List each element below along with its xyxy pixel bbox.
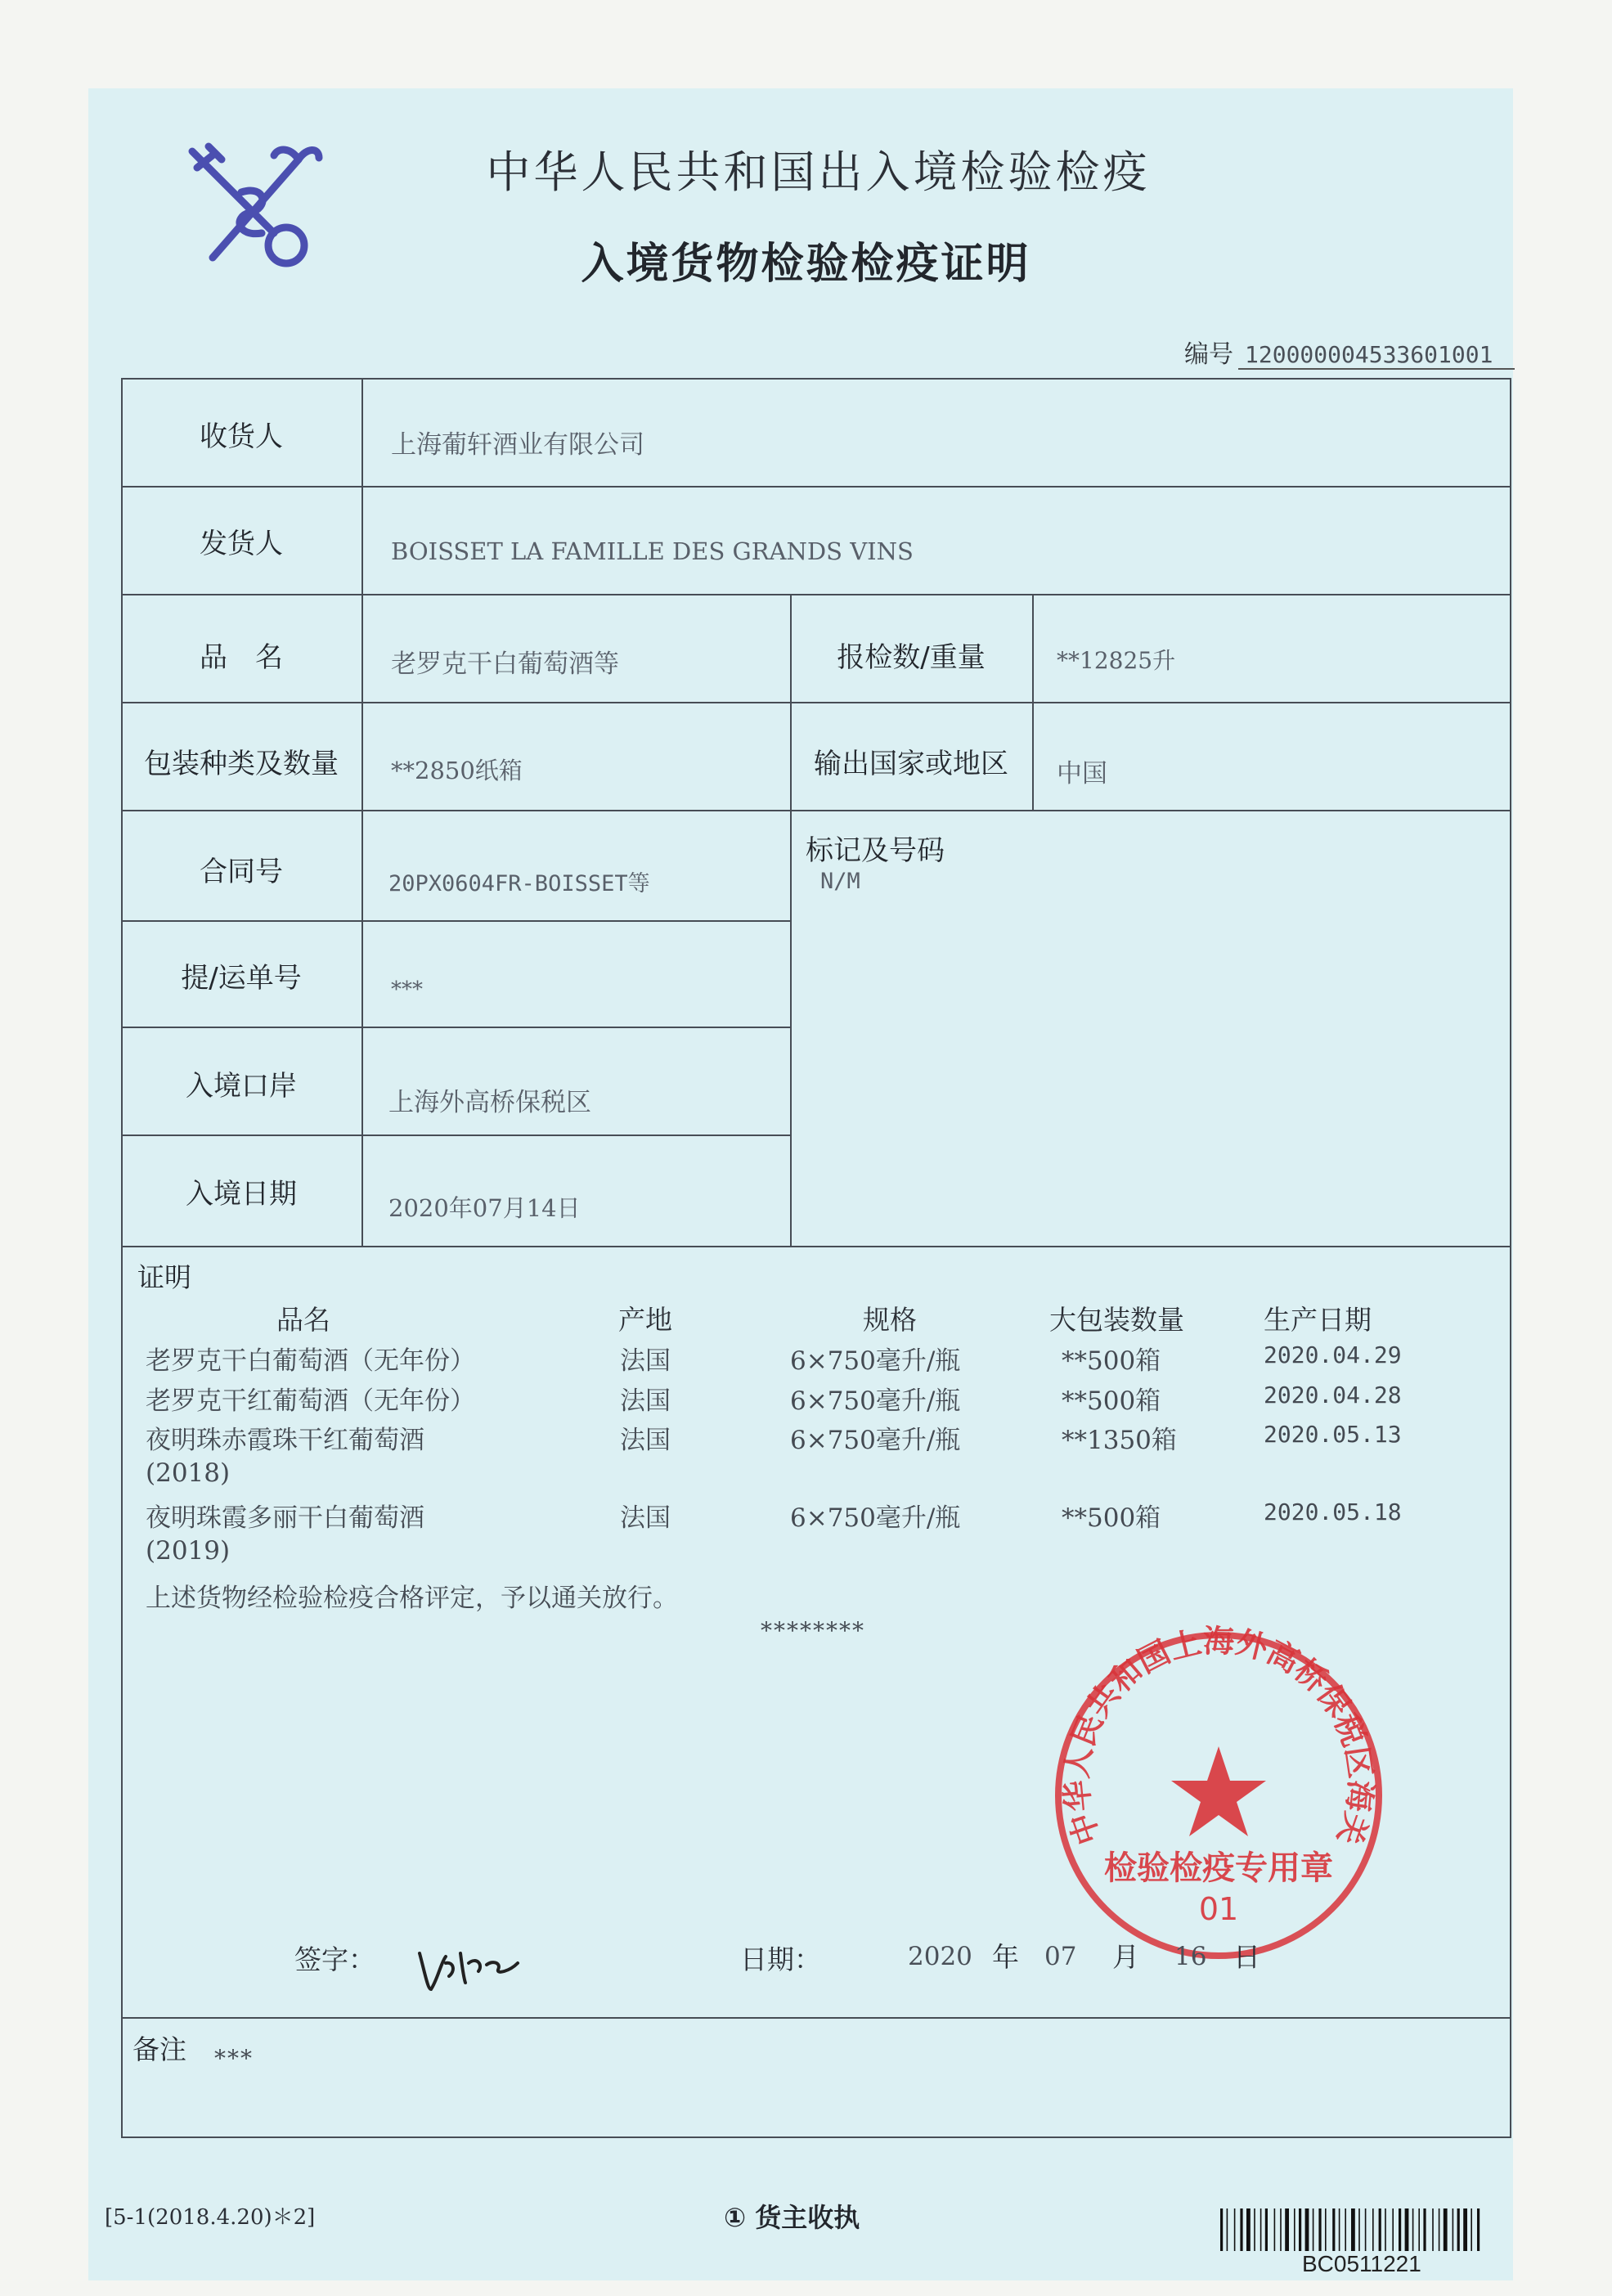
contract-label: 合同号	[200, 856, 283, 888]
product-label: 品 名	[200, 641, 283, 674]
entry-date-label: 入境日期	[186, 1178, 297, 1211]
grid-line	[361, 378, 363, 1246]
row-1-name: 老罗克干白葡萄酒（无年份）	[146, 1346, 475, 1376]
origin-value: 中国	[1057, 759, 1107, 789]
consignee-label: 收货人	[200, 420, 283, 453]
port-value: 上海外高桥保税区	[388, 1088, 591, 1117]
barcode-bar	[1457, 2208, 1460, 2251]
signature-label: 签字：	[294, 1943, 375, 1975]
consignee-value: 上海葡轩酒业有限公司	[391, 430, 644, 460]
quantity-value: **12825升	[1057, 647, 1176, 674]
barcode-bar	[1351, 2208, 1355, 2251]
barcode-bar	[1453, 2208, 1454, 2251]
handwritten-signature	[413, 1939, 528, 1996]
barcode-bar	[1345, 2208, 1346, 2251]
marks-value: N/M	[820, 869, 860, 894]
marks-label: 标记及号码	[806, 834, 945, 867]
seal-number: 01	[1198, 1891, 1239, 1927]
copy-note: ① 货主收执	[724, 2202, 860, 2233]
barcode-bar	[1313, 2208, 1314, 2251]
row-4-date: 2020.05.18	[1264, 1498, 1402, 1525]
remarks-value: ***	[214, 2045, 254, 2072]
barcode-bar	[1227, 2208, 1228, 2251]
row-4-origin: 法国	[620, 1503, 671, 1533]
row-4-name: 夜明珠霞多丽干白葡萄酒	[146, 1503, 424, 1533]
row-4-spec: 6×750毫升/瓶	[790, 1503, 961, 1533]
row-1-qty: **500箱	[1062, 1346, 1161, 1376]
barcode-bar	[1444, 2208, 1448, 2251]
port-label: 入境口岸	[186, 1070, 297, 1103]
barcode-bar	[1385, 2208, 1386, 2251]
grid-line	[121, 1135, 790, 1136]
barcode-bar	[1372, 2208, 1374, 2251]
barcode-bar	[1392, 2208, 1394, 2251]
barcode-bar	[1299, 2208, 1301, 2251]
serial-label: 编号	[1184, 340, 1233, 369]
statement-stars: ********	[761, 1617, 865, 1644]
barcode-bar	[1405, 2208, 1409, 2251]
barcode-bar	[1432, 2208, 1434, 2251]
grid-line	[121, 2017, 1511, 2019]
row-4-vintage: (2019)	[146, 1536, 231, 1566]
barcode-bar	[1463, 2208, 1467, 2251]
bill-value: ***	[391, 977, 423, 1002]
row-3-qty: **1350箱	[1062, 1426, 1177, 1455]
row-1-spec: 6×750毫升/瓶	[790, 1346, 961, 1376]
row-3-date: 2020.05.13	[1264, 1421, 1402, 1448]
packing-label: 包装种类及数量	[144, 748, 339, 780]
grid-line	[1032, 594, 1034, 810]
consignor-label: 发货人	[200, 528, 283, 560]
row-2-spec: 6×750毫升/瓶	[790, 1386, 961, 1416]
grid-line	[121, 920, 790, 922]
grid-line	[121, 594, 1511, 595]
clearance-statement: 上述货物经检验检疫合格评定，予以通关放行。	[146, 1584, 678, 1613]
origin-label: 输出国家或地区	[814, 748, 1008, 780]
seal-inner-text: 检验检疫专用章	[1104, 1849, 1333, 1887]
barcode-bar	[1234, 2208, 1236, 2251]
sign-year-unit: 年	[992, 1941, 1019, 1973]
col-header-spec: 规格	[863, 1304, 917, 1336]
row-4-qty: **500箱	[1062, 1503, 1161, 1533]
row-3-name: 夜明珠赤霞珠干红葡萄酒	[146, 1426, 424, 1455]
barcode-bar	[1254, 2208, 1255, 2251]
barcode-bar	[1274, 2208, 1276, 2251]
barcode-bar	[1477, 2208, 1480, 2251]
sign-year: 2020	[908, 1942, 972, 1971]
grid-line	[121, 486, 1511, 488]
sign-day: 16	[1174, 1942, 1207, 1971]
row-1-date: 2020.04.29	[1264, 1341, 1402, 1368]
col-header-qty: 大包装数量	[1049, 1304, 1184, 1336]
grid-line	[121, 702, 1511, 703]
certificate-label: 证明	[137, 1261, 191, 1293]
barcode-bar	[1246, 2208, 1251, 2251]
barcode	[1219, 2208, 1484, 2251]
barcode-bar	[1418, 2208, 1420, 2251]
col-header-origin: 产地	[618, 1304, 672, 1336]
barcode-bar	[1325, 2208, 1327, 2251]
sign-month-unit: 月	[1112, 1941, 1139, 1973]
packing-value: **2850纸箱	[391, 757, 523, 784]
grid-line	[121, 1027, 790, 1028]
col-header-date: 生产日期	[1264, 1304, 1372, 1336]
official-seal-stamp	[1047, 1624, 1390, 1967]
barcode-bar	[1220, 2208, 1223, 2251]
barcode-bar	[1358, 2208, 1360, 2251]
barcode-bar	[1439, 2208, 1440, 2251]
grid-line	[121, 1246, 1511, 1247]
quantity-label: 报检数/重量	[837, 641, 986, 674]
bill-label: 提/运单号	[181, 962, 302, 995]
row-2-qty: **500箱	[1062, 1386, 1161, 1416]
form-code: [5-1(2018.4.20)＊2]	[105, 2205, 316, 2230]
barcode-bar	[1412, 2208, 1414, 2251]
barcode-bar	[1471, 2208, 1472, 2251]
grid-line	[121, 810, 1511, 811]
seal-ring-text: 中华人民共和国上海外高桥保税区海关	[1058, 1624, 1379, 1849]
barcode-bar	[1399, 2208, 1401, 2251]
barcode-bar	[1265, 2208, 1268, 2251]
col-header-name: 品名	[276, 1304, 330, 1336]
barcode-bar	[1318, 2208, 1321, 2251]
barcode-number: BC0511221	[1302, 2251, 1421, 2276]
row-2-name: 老罗克干红葡萄酒（无年份）	[146, 1386, 475, 1416]
barcode-bar	[1339, 2208, 1340, 2251]
barcode-bar	[1240, 2208, 1242, 2251]
barcode-bar	[1280, 2208, 1282, 2251]
consignor-value: BOISSET LA FAMILLE DES GRANDS VINS	[391, 537, 914, 565]
entry-date-value: 2020年07月14日	[388, 1194, 581, 1222]
serial-number-field	[1184, 334, 1515, 370]
barcode-bar	[1365, 2208, 1367, 2251]
grid-line	[790, 594, 792, 1246]
row-1-origin: 法国	[620, 1346, 671, 1376]
sign-date-label: 日期：	[740, 1943, 821, 1975]
remarks-label: 备注	[132, 2033, 186, 2065]
barcode-bar	[1305, 2208, 1309, 2251]
barcode-bar	[1285, 2208, 1289, 2251]
barcode-bar	[1294, 2208, 1295, 2251]
barcode-bar	[1423, 2208, 1426, 2251]
row-2-date: 2020.04.28	[1264, 1382, 1402, 1409]
product-value: 老罗克干白葡萄酒等	[391, 649, 619, 679]
row-3-spec: 6×750毫升/瓶	[790, 1426, 961, 1455]
row-2-origin: 法国	[620, 1386, 671, 1416]
row-3-origin: 法国	[620, 1426, 671, 1455]
row-3-vintage: (2018)	[146, 1458, 231, 1488]
serial-number: 120000004533601001	[1238, 341, 1515, 370]
sign-month: 07	[1044, 1942, 1077, 1971]
barcode-bar	[1332, 2208, 1335, 2251]
authority-title: 中华人民共和国出入境检验检疫	[486, 146, 1151, 198]
document-title: 入境货物检验检疫证明	[581, 240, 1031, 289]
sign-day-unit: 日	[1233, 1941, 1260, 1973]
barcode-bar	[1260, 2208, 1262, 2251]
contract-value: 20PX0604FR-BOISSET等	[388, 871, 650, 896]
barcode-bar	[1379, 2208, 1381, 2251]
